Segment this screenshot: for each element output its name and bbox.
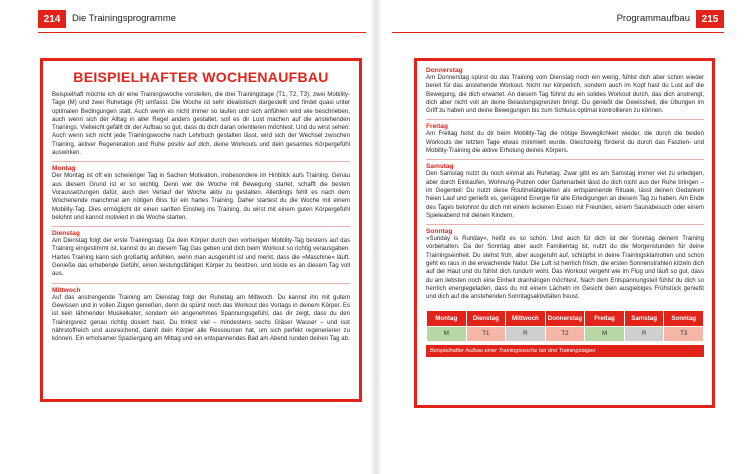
table-cell-training: T2 (546, 327, 585, 341)
section-text-freitag: Am Freitag holst du dir beim Mobility-Tag die nötige Beweglichkeit wieder, die durch die beiden Workouts der letzten Tage etwas minimiert wurde. Gleichzeitig förderst du durch das Faszien- und Mobility-Training die aktive Erholung deines Körpers. (426, 130, 704, 155)
header-rule-left (38, 32, 366, 33)
section-text-samstag: Den Samstag nutzt du noch einmal als Ruhetag. Zwar gibt es am Samstag immer viel zu erledigen, aber durch Einkaufen, Wohnung-Putzen oder Gartenarbeit lässt du dich nicht aus der Ruhe bringen – im Gegenteil: Du nutzt diese Routinetätigkeiten als entspannende Rituale, lässt deinen Gedanken freien Lauf und genießt es, genügend Energie für alle Erledigungen an diesem Tag zu haben. Am Ende des Tages belohnst du dich mit einem leckeren Essen mit Freunden, einem Saunabesuch oder einem Spieleabend mit deinen Kindern. (426, 170, 704, 219)
section-text-sonntag: »Sunday is Runday«, heißt es so schön. Und auch für dich ist der Sonntag deinem Training vorbehalten. Da der Sonntag aber auch Familientag ist, nutzt du die Morgenstunden für deine Trainingseinheit. Du stehst früh, aber ausgeruht auf, schlüpfst in deine Trainingsklamotten und schon geht es raus in die erwachende Natur. Die Luft ist herrlich frisch, die ersten Sonnenstrahlen kitzeln dich auf der Haut und du fühlst dich rundum wohl. Das Workout vergeht wie im Flug und läuft so gut, dass du am liebsten noch eine Einheit dranhängen möchtest. Nach dem Entspannungsteil fühlst du dich so herrlich energiegeladen, dass du mit einem Lächeln im Gesicht dein ausgiebiges Frühstück genießt und dich auf die anstehenden Sonntagsaktivitäten freust. (426, 235, 704, 301)
table-header-cell: Samstag (625, 311, 664, 326)
section-heading-mittwoch: Mittwoch (52, 283, 350, 294)
running-head-right: Programmaufbau (616, 13, 690, 24)
section-text-montag: Der Montag ist oft ein schwieriger Tag in Sachen Motivation, insbesondere im Hinblick aufs Training. Genau aus diesem Grund ist er so wichtig. Denn wer die Woche mit Bewegung startet, schafft die besten Voraussetzungen dafür, auch den Verlauf der Woche aktiv zu gestalten. Allerdings fehlt es nach dem Wochenende manchmal am nötigen Biss für ein hartes Training. Daher startest du die Woche mit einem Mobility-Tag. Dies ermöglicht dir einen sanften Einstieg ins Training, du wirst mit einem guten Körpergefühl belohnt und kannst motiviert in die Woche starten. (52, 172, 350, 221)
section-text-donnerstag: Am Donnerstag spürst du das Training vom Dienstag noch ein wenig, fühlst dich aber schon wieder bereit für das anstehende Workout. Nicht nur körperlich, sondern auch im Kopf hast du Lust auf die Bewegung, die dich erwartet. An diesem Tag führst du ein solides Workout durch, das dich anstrengt, dich aber nicht voll an deine Belastungsgrenzen bringt. Du genießt die Gewissheit, die Übungen im Griff zu haben und deine Bewegungen bis zum Schluss optimal kontrollieren zu können. (426, 74, 704, 115)
header-rule-right (392, 32, 724, 33)
section-heading-freitag: Freitag (426, 119, 704, 130)
page-number-left: 214 (38, 10, 66, 28)
section-heading-donnerstag: Donnerstag (426, 67, 463, 74)
book-gutter (370, 0, 382, 474)
table-cell-mobility: M (585, 327, 624, 341)
table-header-cell: Sonntag (664, 311, 703, 326)
page-number-right: 215 (696, 10, 724, 28)
table-cell-training: T3 (664, 327, 703, 341)
section-heading-montag: Montag (52, 161, 350, 172)
box-title: BEISPIELHAFTER WOCHENAUFBAU (73, 69, 329, 85)
table-header-cell: Freitag (585, 311, 624, 326)
table-cell-training: T1 (467, 327, 506, 341)
table-cell-mobility: M (427, 327, 466, 341)
table-cell-rest: R (625, 327, 664, 341)
week-schedule-table (426, 310, 704, 342)
table-row (427, 327, 703, 341)
section-heading-sonntag: Sonntag (426, 224, 704, 235)
intro-paragraph: Beispielhaft möchte ich dir eine Trainingswoche vorstellen, die drei Trainingstage (T1, T2, T3), zwei Mobility-Tage (M) und zwei Ruhetage (R) umfasst. Die Woche ist sehr idealistisch dargestellt und findet quasi unter optimalen Bedingungen statt. Auch wenn es nicht immer so laufen und sich anfühlen wird wie beschrieben, auch wenn sich der Alltag in aller Regel anders gestaltet, soll es dir Lust machen auf die anstehenden Trainings. Vielleicht gefällt dir der Aufbau so gut, dass du dich daran orientieren möchtest. Und du wirst sehen: Auch wenn sich nicht jede Trainingswoche nach Lehrbuch gestalten lässt, wird sich der Wechsel zwischen Training, aktiver Regeneration und Ruhe positiv auf dich, deine Workouts und dein gesamtes Körpergefühl auswirken. (52, 91, 350, 157)
table-header-cell: Montag (427, 311, 466, 326)
section-heading-samstag: Samstag (426, 159, 704, 170)
section-text-dienstag: Am Dienstag folgt der erste Trainingstag. Da dein Körper durch den vorherigen Mobility-Tag bestens auf das Training eingestimmt ist, kannst du an diesem Tag Gas geben und dich beim Workout so richtig verausgaben. Hartes Training kann sich großartig anfühlen, wenn man ausgeruht ist und merkt, dass die »Maschine« läuft. Genieße das erhebende Gefühl, einen leistungsfähigen Körper zu besitzen, und koste es an diesem Tag voll aus. (52, 237, 350, 278)
section-text-mittwoch: Auf das anstrengende Training am Dienstag folgt der Ruhetag am Mittwoch. Du kannst ihn mit gutem Gewissen und in vollen Zügen genießen, denn du spürst noch das Workout des Vortags in deinem Körper. Es ist kein lähmender Muskelkater, sondern ein angenehmes Spannungsgefühl, das dir zeigt, dass du den Trainingsreiz genau richtig dosiert hast. Du trinkst viel – mindestens sechs Gläser Wasser – und isst nährstoffreich und ausreichend, damit dein Körper alle Ressourcen hat, um sich perfekt regenerieren zu können. Ein erholsamer Spaziergang am Mittag und ein entspannendes Bad am Abend runden deinen Tag ab. (52, 293, 350, 343)
weekly-plan-box-left (40, 58, 362, 402)
running-head-left: Die Trainingsprogramme (72, 13, 177, 24)
table-cell-rest: R (506, 327, 545, 341)
weekly-plan-box-right (414, 58, 715, 408)
table-header-cell: Donnerstag (546, 311, 585, 326)
table-header-row (427, 311, 703, 326)
table-header-cell: Dienstag (467, 311, 506, 326)
section-heading-dienstag: Dienstag (52, 226, 350, 237)
table-header-cell: Mittwoch (506, 311, 545, 326)
table-caption: Beispielhafter Aufbau einer Trainingswoche bei drei Trainingstagen (426, 345, 704, 357)
